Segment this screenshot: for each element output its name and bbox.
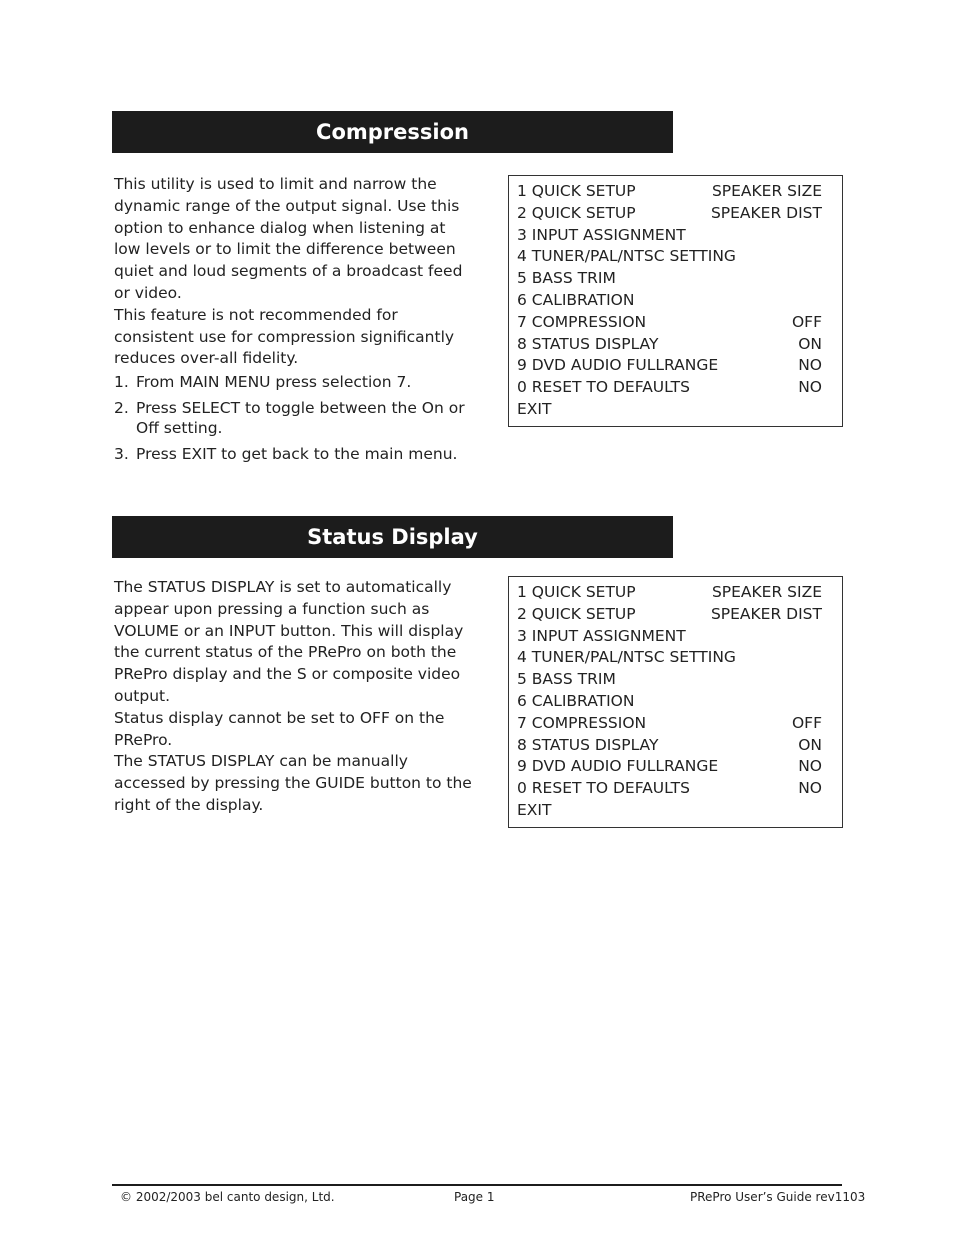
status-display-heading — [112, 516, 673, 558]
step-text: From MAIN MENU press selection 7. — [136, 373, 412, 392]
menu-row-label: 5 BASS TRIM — [517, 670, 616, 689]
step-item — [114, 398, 476, 438]
step-number: 1. — [114, 373, 129, 392]
menu-row — [517, 735, 822, 757]
status-paragraph: The STATUS DISPLAY is set to automatically appear upon pressing a function such as VOLUME or an INPUT button. This will display the current status of the PRePro on both the PRePro display and the S or composite video output. — [114, 578, 464, 705]
menu-row — [517, 647, 822, 669]
menu-row — [517, 203, 822, 225]
menu-row-label: 8 STATUS DISPLAY — [517, 334, 659, 353]
compression-steps — [114, 372, 476, 464]
menu-row-label: 2 QUICK SETUP — [517, 604, 636, 623]
menu-row-value: SPEAKER DIST — [710, 604, 822, 623]
status-paragraph: The STATUS DISPLAY can be manually accessed by pressing the GUIDE button to the right of the display. — [114, 752, 472, 814]
menu-row — [517, 290, 822, 312]
menu-row-label: 9 DVD AUDIO FULLRANGE — [517, 356, 719, 375]
compression-heading — [112, 111, 673, 153]
menu-row-value: ON — [798, 334, 822, 353]
menu-row — [517, 800, 822, 822]
menu-display-box — [508, 175, 843, 427]
menu-row-label: 6 CALIBRATION — [517, 691, 635, 710]
menu-row — [517, 225, 822, 247]
menu-row-label: 8 STATUS DISPLAY — [517, 735, 659, 754]
menu-display-box — [508, 576, 843, 828]
menu-row — [517, 756, 822, 778]
menu-row-label: 7 COMPRESSION — [517, 312, 647, 331]
menu-row-value: NO — [798, 378, 822, 397]
step-number: 3. — [114, 445, 129, 464]
menu-row-label: 1 QUICK SETUP — [517, 182, 636, 200]
menu-row-label: EXIT — [517, 399, 552, 418]
compression-paragraph: This utility is used to limit and narrow the dynamic range of the output signal. Use this option to enhance dialog when listening at low levels or to limit the difference between quiet and loud segments of a broadcast feed or video. — [114, 175, 463, 302]
status-paragraph: Status display cannot be set to OFF on the PRePro. — [114, 708, 445, 749]
compression-title: Compression — [316, 120, 469, 144]
menu-row-value: SPEAKER SIZE — [711, 583, 822, 601]
menu-row — [517, 377, 822, 399]
menu-row — [517, 626, 822, 648]
menu-row-value: NO — [798, 779, 822, 798]
status-display-body — [114, 577, 476, 817]
menu-row-value: ON — [798, 735, 822, 754]
menu-row-label: 4 TUNER/PAL/NTSC SETTING — [517, 648, 736, 667]
footer-page-number: Page 1 — [454, 1190, 495, 1204]
menu-row-label: 6 CALIBRATION — [517, 290, 635, 309]
menu-row — [517, 582, 822, 604]
menu-row-label: 1 QUICK SETUP — [517, 583, 636, 601]
footer-rule — [112, 1184, 842, 1186]
menu-row-value: NO — [798, 356, 822, 375]
menu-row-label: 2 QUICK SETUP — [517, 203, 636, 222]
menu-row-label: 7 COMPRESSION — [517, 713, 647, 732]
menu-row-label: 3 INPUT ASSIGNMENT — [517, 626, 686, 645]
menu-row-value: OFF — [791, 713, 822, 732]
compression-body — [114, 174, 476, 470]
status-display-title: Status Display — [307, 525, 478, 549]
menu-row — [517, 355, 822, 377]
step-number: 2. — [114, 399, 129, 418]
menu-row — [517, 334, 822, 356]
compression-paragraph: This feature is not recommended for consistent use for compression significantly reduces over-all fidelity. — [114, 305, 455, 368]
menu-row-label: 0 RESET TO DEFAULTS — [517, 378, 690, 397]
menu-row — [517, 246, 822, 268]
menu-row-value: NO — [798, 757, 822, 776]
menu-row-label: EXIT — [517, 800, 552, 819]
menu-row — [517, 268, 822, 290]
menu-row — [517, 713, 822, 735]
step-text: Press EXIT to get back to the main menu. — [136, 445, 458, 464]
menu-row-label: 4 TUNER/PAL/NTSC SETTING — [517, 247, 736, 266]
menu-row — [517, 399, 822, 421]
menu-row — [517, 312, 822, 334]
menu-row-value: OFF — [791, 312, 822, 331]
step-text: Press SELECT to toggle between the On or Off setting. — [136, 399, 465, 438]
menu-row — [517, 604, 822, 626]
menu-row-label: 0 RESET TO DEFAULTS — [517, 779, 690, 798]
menu-row — [517, 181, 822, 203]
step-item — [114, 444, 476, 464]
menu-row-value: SPEAKER SIZE — [711, 182, 822, 200]
footer-guide-title: PRePro User’s Guide rev1103 — [690, 1190, 866, 1204]
menu-row-label: 9 DVD AUDIO FULLRANGE — [517, 757, 719, 776]
menu-row — [517, 691, 822, 713]
menu-row-label: 3 INPUT ASSIGNMENT — [517, 225, 686, 244]
menu-row-value: SPEAKER DIST — [710, 203, 822, 222]
footer-copyright: © 2002/2003 bel canto design, Ltd. — [120, 1190, 335, 1204]
menu-row-label: 5 BASS TRIM — [517, 269, 616, 288]
menu-row — [517, 669, 822, 691]
menu-row — [517, 778, 822, 800]
step-item — [114, 372, 476, 392]
